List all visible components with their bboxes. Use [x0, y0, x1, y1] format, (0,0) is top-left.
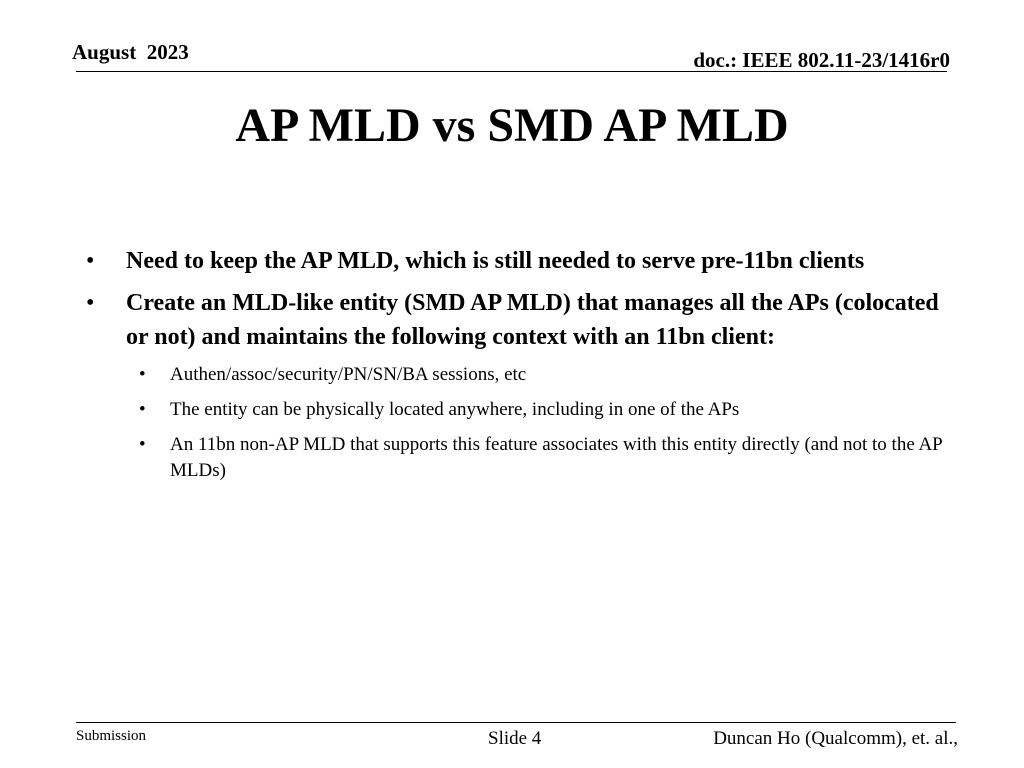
- sub-bullet-dot-icon: •: [139, 364, 146, 385]
- sub-bullet-text: Authen/assoc/security/PN/SN/BA sessions, etc: [170, 364, 527, 385]
- sub-bullet-text: An 11bn non-AP MLD that supports this feature associates with this entity directly (and not to the AP MLDs): [170, 434, 943, 481]
- sub-bullet-item: [86, 397, 956, 423]
- bullet-text: Need to keep the AP MLD, which is still needed to serve pre-11bn clients: [126, 248, 865, 274]
- sub-bullet-text: The entity can be physically located anywhere, including in one of the APs: [170, 399, 740, 420]
- bullet-dot-icon: •: [86, 248, 95, 274]
- bullet-text: Create an MLD-like entity (SMD AP MLD) that manages all the APs (colocated or not) and maintains the following context with an 11bn client:: [126, 290, 939, 350]
- sub-bullet-dot-icon: •: [139, 434, 146, 455]
- bullet-dot-icon: •: [86, 290, 95, 316]
- footer-divider: [76, 722, 956, 723]
- sub-bullet-item: [86, 432, 956, 484]
- sub-bullet-dot-icon: •: [139, 399, 146, 420]
- header-doc-id: doc.: IEEE 802.11-23/1416r0: [693, 48, 950, 72]
- slide-title: AP MLD vs SMD AP MLD: [235, 99, 789, 152]
- footer-author: Duncan Ho (Qualcomm), et. al.,: [713, 728, 958, 749]
- header-date: August 2023: [72, 40, 189, 64]
- slide-body: [86, 244, 956, 493]
- bullet-item: [86, 244, 956, 278]
- bullet-item: [86, 286, 956, 354]
- footer-slide-number: Slide 4: [488, 728, 542, 749]
- footer-submission: Submission: [76, 728, 147, 744]
- header-divider: [76, 71, 947, 72]
- sub-bullet-item: [86, 362, 956, 388]
